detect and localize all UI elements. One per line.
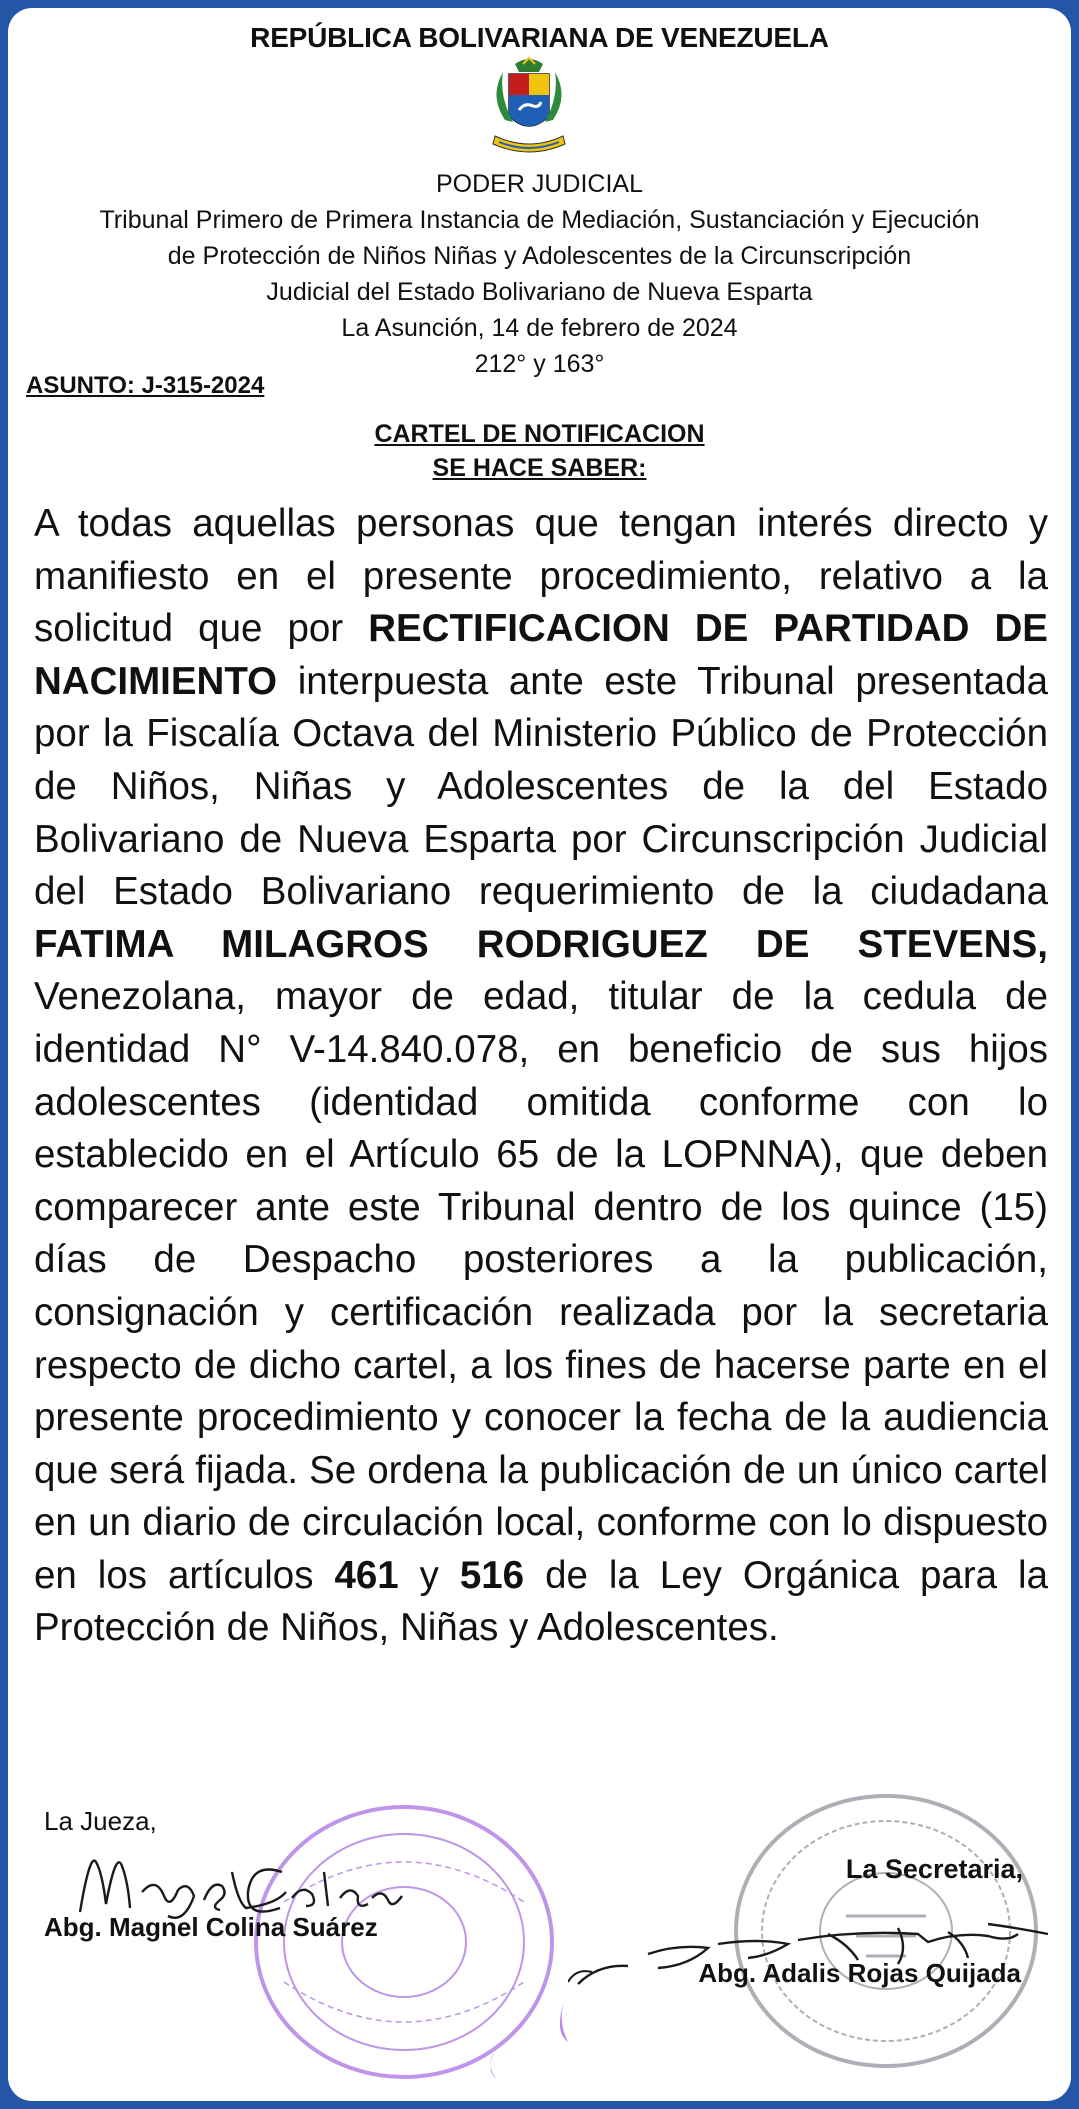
country-heading: REPÚBLICA BOLIVARIANA DE VENEZUELA	[250, 22, 829, 53]
notice-page	[8, 8, 1071, 2101]
notice-subtitle: SE HACE SABER:	[432, 454, 647, 482]
notice-body	[34, 498, 1048, 1655]
judge-label: La Jueza,	[44, 1806, 157, 1836]
notice-title: CARTEL DE NOTIFICACION	[374, 420, 705, 448]
body-bold-citizen: FATIMA MILAGROS RODRIGUEZ DE STEVENS,	[34, 922, 1048, 966]
body-text-2: interpuesta ante este Tribunal presentada por la Fiscalía Octava del Ministerio Público de Protección de Niños, Niñas y Adolescentes de la del Estado Bolivariano de Nueva Esparta por Circunscripción Judicial del Estado Bolivariano requerimiento de la ciudadana	[34, 659, 1048, 914]
secretary-name: Abg. Adalis Rojas Quijada	[698, 1958, 1021, 1988]
body-bold-article-516: 516	[459, 1553, 525, 1597]
header-line-1: PODER JUDICIAL	[436, 170, 643, 198]
body-text-1: A todas aquellas personas que tengan interés directo y manifiesto en el presente procedimiento, relativo a la solicitud que por	[34, 502, 1048, 651]
body-text-3: Venezolana, mayor de edad, titular de la cedula de identidad N° V-14.840.078, en beneficio de sus hijos adolescentes (identidad omitida conforme con lo establecido en el Artículo 65 de la LOPNNA), que deben comparecer ante este Tribunal dentro de los quince (15) días de Despacho posteriores a la publicación, consignación y certificación realizada por la secretaria respecto de dicho cartel, a los fines de hacerse parte en el presente procedimiento y conocer la fecha de la audiencia que será fijada. Se ordena la publicación de un único cartel en un diario de circulación local, conforme con lo dispuesto en los artículos	[34, 975, 1048, 1597]
judge-name: Abg. Magnel Colina Suárez	[44, 1912, 378, 1942]
body-bold-procedure: RECTIFICACION DE PARTIDAD DE NACIMIENTO	[34, 607, 1048, 703]
header-line-4: Judicial del Estado Bolivariano de Nueva Esparta	[266, 278, 813, 306]
body-text-5: de la Ley Orgánica para la Protección de Niños, Niñas y Adolescentes.	[34, 1553, 1048, 1650]
secretary-label: La Secretaria,	[845, 1854, 1023, 1884]
header-line-6: 212° y 163°	[474, 350, 605, 378]
venezuela-coat-of-arms-icon	[479, 56, 579, 160]
header-line-2: Tribunal Primero de Primera Instancia de Mediación, Sustanciación y Ejecución	[99, 206, 980, 234]
body-bold-article-461: 461	[334, 1553, 399, 1597]
case-number: ASUNTO: J-315-2024	[26, 372, 265, 399]
header-line-5: La Asunción, 14 de febrero de 2024	[341, 314, 738, 342]
body-text-4: y	[398, 1553, 460, 1597]
header-line-3: de Protección de Niños Niñas y Adolescentes de la Circunscripción	[167, 242, 912, 270]
